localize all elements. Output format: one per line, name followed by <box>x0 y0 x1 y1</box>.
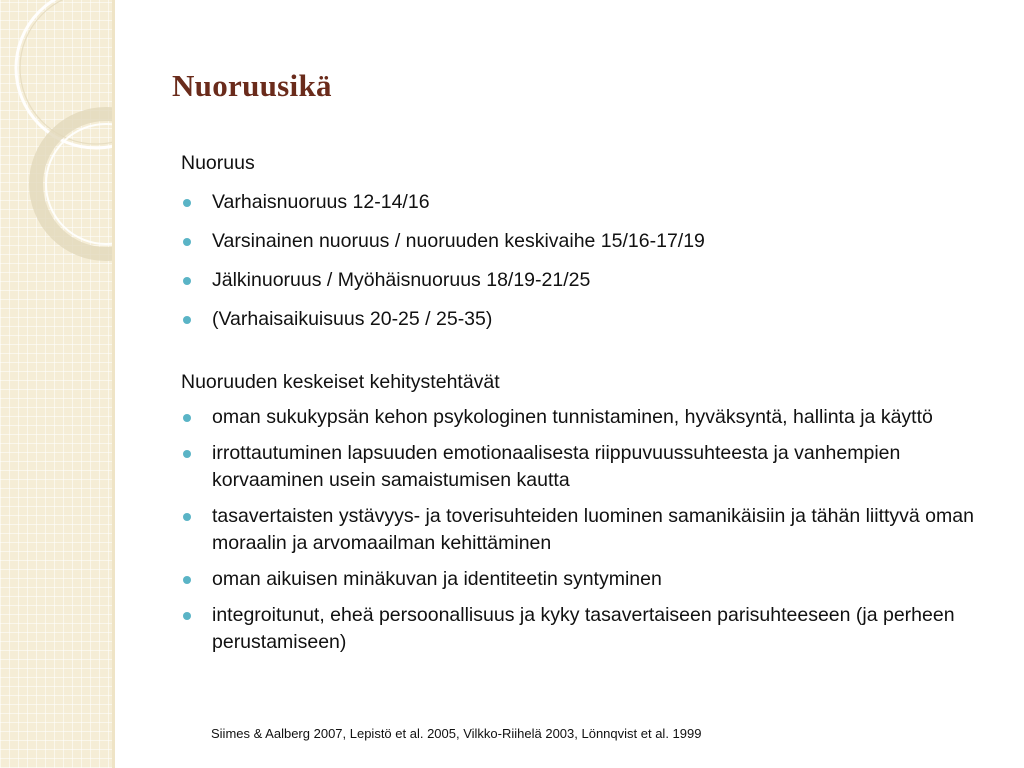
bullet-dot-icon <box>183 199 191 207</box>
section-heading-nuoruus: Nuoruus <box>181 152 255 174</box>
list-item-text: oman sukukypsän kehon psykologinen tunnistaminen, hyväksyntä, hallinta ja käyttö <box>212 406 933 428</box>
citation-footnote: Siimes & Aalberg 2007, Lepistö et al. 2005, Vilkko-Riihelä 2003, Lönnqvist et al. 1999 <box>211 726 702 741</box>
bullet-dot-icon <box>183 316 191 324</box>
list-item <box>181 306 1001 333</box>
list-item-text: irrottautuminen lapsuuden emotionaalisesta riippuvuussuhteesta ja vanhempien korvaaminen usein samaistumisen kautta <box>212 442 901 491</box>
bullet-dot-icon <box>183 450 191 458</box>
bullet-dot-icon <box>183 576 191 584</box>
list-item <box>181 566 1001 593</box>
list-item <box>181 503 1001 557</box>
list-item-text: Varhaisnuoruus 12-14/16 <box>212 191 430 213</box>
bullet-dot-icon <box>183 414 191 422</box>
bullet-dot-icon <box>183 238 191 246</box>
decorative-side-band <box>0 0 114 768</box>
list-item-text: integroitunut, eheä persoonallisuus ja kyky tasavertaiseen parisuhteeseen (ja perheen perustamiseen) <box>212 604 955 653</box>
list-item <box>181 228 1001 255</box>
list-item <box>181 404 1001 431</box>
section-heading-tasks: Nuoruuden keskeiset kehitystehtävät <box>181 371 500 393</box>
list-item-text: Varsinainen nuoruus / nuoruuden keskivaihe 15/16-17/19 <box>212 230 705 252</box>
slide-content <box>181 150 1001 665</box>
list-item <box>181 440 1001 494</box>
bullet-list-stages <box>181 189 1001 333</box>
list-item-text: tasavertaisten ystävyys- ja toverisuhteiden luominen samanikäisiin ja tähän liittyvä oman moraalin ja arvomaailman kehittäminen <box>212 505 974 554</box>
slide-title: Nuoruusikä <box>172 68 332 103</box>
list-item <box>181 267 1001 294</box>
bullet-list-tasks <box>181 404 1001 656</box>
decorative-rings <box>0 0 114 768</box>
list-item-text: (Varhaisaikuisuus 20-25 / 25-35) <box>212 308 493 330</box>
list-item <box>181 602 1001 656</box>
bullet-dot-icon <box>183 612 191 620</box>
band-edge-divider <box>112 0 115 768</box>
list-item <box>181 189 1001 216</box>
list-item-text: Jälkinuoruus / Myöhäisnuoruus 18/19-21/25 <box>212 269 591 291</box>
bullet-dot-icon <box>183 277 191 285</box>
bullet-dot-icon <box>183 513 191 521</box>
list-item-text: oman aikuisen minäkuvan ja identiteetin syntyminen <box>212 568 662 590</box>
